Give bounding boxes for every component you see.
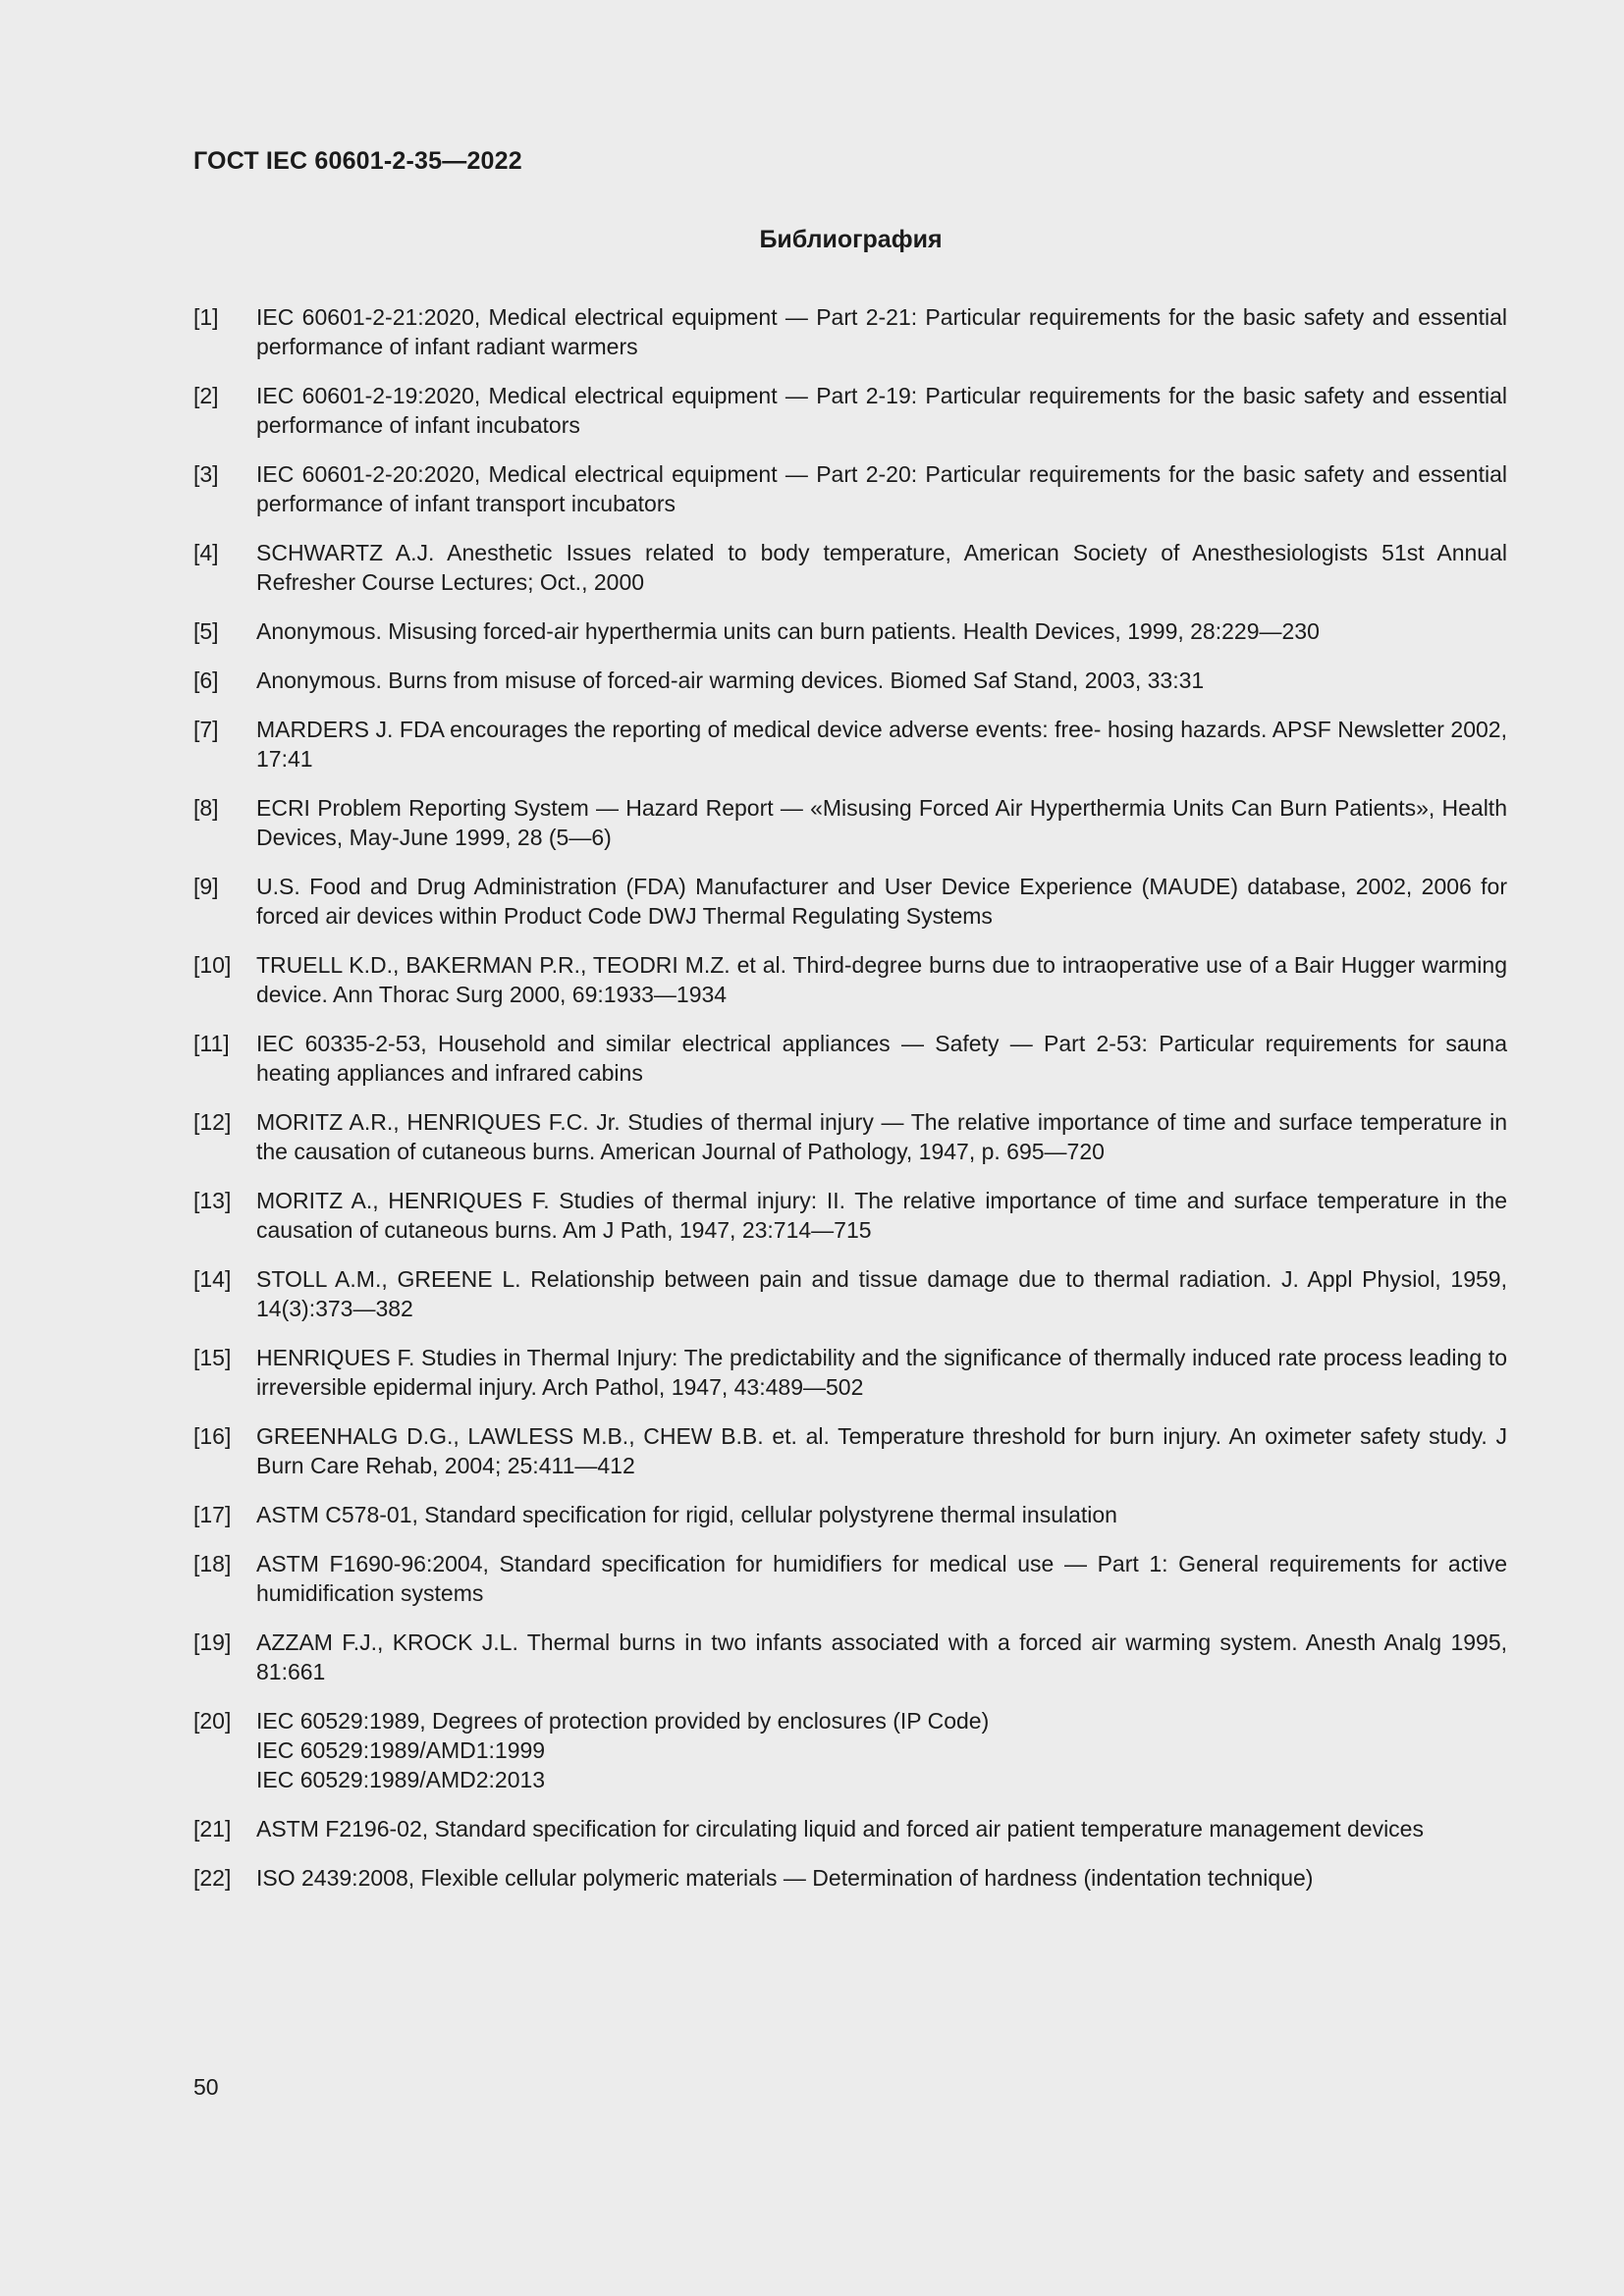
entry-text-line: ASTM F2196-02, Standard specification for circulating liquid and forced air patient temperature management devices — [256, 1816, 1424, 1842]
entry-text-line: IEC 60529:1989/AMD1:1999 — [256, 1737, 546, 1763]
entry-text — [256, 1264, 1507, 1323]
bibliography-entry — [193, 950, 1507, 1009]
entry-number: [8] — [193, 795, 219, 821]
bibliography-entry — [193, 1029, 1507, 1088]
bibliography-entry — [193, 1628, 1507, 1686]
entry-number: [12] — [193, 1109, 232, 1135]
entry-number: [14] — [193, 1266, 232, 1292]
bibliography-entry — [193, 872, 1507, 931]
entry-number: [16] — [193, 1423, 232, 1449]
bibliography-entry — [193, 381, 1507, 440]
entry-number: [5] — [193, 618, 219, 644]
entry-text-line: Anonymous. Misusing forced-air hyperthermia units can burn patients. Health Devices, 1999, 28:229—230 — [256, 618, 1320, 644]
bibliography-entry — [193, 1343, 1507, 1402]
bibliography-entry — [193, 715, 1507, 774]
entry-number: [11] — [193, 1031, 230, 1056]
bibliography-entry — [193, 1421, 1507, 1480]
entry-number: [13] — [193, 1188, 232, 1213]
entry-text-line: STOLL A.M., GREENE L. Relationship between pain and tissue damage due to thermal radiation. J. Appl Physiol, 1959, 14(3):373—382 — [256, 1266, 1507, 1321]
entry-text — [256, 302, 1507, 361]
entry-text — [256, 1500, 1507, 1529]
section-title: Библиография — [759, 226, 943, 253]
entry-text — [256, 1549, 1507, 1608]
entry-text-line: MORITZ A., HENRIQUES F. Studies of thermal injury: II. The relative importance of time and surface temperature in the causation of cutaneous burns. Am J Path, 1947, 23:714—715 — [256, 1188, 1507, 1243]
bibliography-list — [193, 302, 1507, 1912]
entry-text — [256, 1029, 1507, 1088]
bibliography-entry — [193, 793, 1507, 852]
bibliography-entry — [193, 302, 1507, 361]
entry-text — [256, 715, 1507, 774]
bibliography-entry — [193, 616, 1507, 646]
bibliography-entry — [193, 1549, 1507, 1608]
bibliography-entry — [193, 1107, 1507, 1166]
bibliography-entry — [193, 1814, 1507, 1843]
entry-number: [20] — [193, 1708, 232, 1734]
entry-text-line: Anonymous. Burns from misuse of forced-air warming devices. Biomed Saf Stand, 2003, 33:31 — [256, 667, 1205, 693]
entry-text-line: IEC 60601-2-21:2020, Medical electrical equipment — Part 2-21: Particular requirements for the basic safety and essential performance of infant radiant warmers — [256, 304, 1507, 359]
entry-text — [256, 1343, 1507, 1402]
standard-header: ГОСТ IEC 60601-2-35—2022 — [193, 147, 522, 175]
entry-text-line: IEC 60335-2-53, Household and similar electrical appliances — Safety — Part 2-53: Particular requirements for sauna heating appliances and infrared cabins — [256, 1031, 1507, 1086]
entry-text-line: IEC 60529:1989, Degrees of protection provided by enclosures (IP Code) — [256, 1708, 990, 1734]
entry-text-line: GREENHALG D.G., LAWLESS M.B., CHEW B.B. et. al. Temperature threshold for burn injury. An oximeter safety study. J Burn Care Rehab, 2004; 25:411—412 — [256, 1423, 1507, 1478]
entry-text — [256, 1706, 1507, 1794]
entry-text-line: ECRI Problem Reporting System — Hazard Report — «Misusing Forced Air Hyperthermia Units Can Burn Patients», Health Devices, May-June 1999, 28 (5—6) — [256, 795, 1507, 850]
entry-text-line: HENRIQUES F. Studies in Thermal Injury: The predictability and the significance of thermally induced rate process leading to irreversible epidermal injury. Arch Pathol, 1947, 43:489—502 — [256, 1345, 1507, 1400]
bibliography-entry — [193, 1500, 1507, 1529]
entry-number: [7] — [193, 717, 219, 742]
entry-text — [256, 381, 1507, 440]
entry-number: [1] — [193, 304, 219, 330]
entry-number: [4] — [193, 540, 219, 565]
entry-text — [256, 1186, 1507, 1245]
entry-text — [256, 538, 1507, 597]
bibliography-entry — [193, 666, 1507, 695]
entry-text-line: IEC 60601-2-20:2020, Medical electrical equipment — Part 2-20: Particular requirements for the basic safety and essential performance of infant transport incubators — [256, 461, 1507, 516]
bibliography-entry — [193, 1264, 1507, 1323]
entry-text-line: ISO 2439:2008, Flexible cellular polymeric materials — Determination of hardness (indentation technique) — [256, 1865, 1314, 1891]
entry-text-line: TRUELL K.D., BAKERMAN P.R., TEODRI M.Z. et al. Third-degree burns due to intraoperative use of a Bair Hugger warming device. Ann Thorac Surg 2000, 69:1933—1934 — [256, 952, 1507, 1007]
page-number: 50 — [193, 2074, 219, 2100]
entry-text — [256, 872, 1507, 931]
entry-text — [256, 459, 1507, 518]
bibliography-entry — [193, 538, 1507, 597]
entry-number: [10] — [193, 952, 232, 978]
entry-text-line: MORITZ A.R., HENRIQUES F.C. Jr. Studies of thermal injury — The relative importance of time and surface temperature in the causation of cutaneous burns. American Journal of Pathology, 1947, p. 695—720 — [256, 1109, 1507, 1164]
entry-text-line: AZZAM F.J., KROCK J.L. Thermal burns in two infants associated with a forced air warming system. Anesth Analg 1995, 81:661 — [256, 1629, 1507, 1684]
entry-text — [256, 1814, 1507, 1843]
entry-text-line: ASTM F1690-96:2004, Standard specification for humidifiers for medical use — Part 1: General requirements for active humidification systems — [256, 1551, 1507, 1606]
entry-text-line: MARDERS J. FDA encourages the reporting of medical device adverse events: free- hosing hazards. APSF Newsletter 2002, 17:41 — [256, 717, 1507, 772]
entry-number: [9] — [193, 874, 219, 899]
entry-text — [256, 616, 1507, 646]
entry-text — [256, 950, 1507, 1009]
entry-number: [18] — [193, 1551, 232, 1576]
entry-text — [256, 1107, 1507, 1166]
entry-number: [6] — [193, 667, 219, 693]
bibliography-entry — [193, 1186, 1507, 1245]
entry-text-line: SCHWARTZ A.J. Anesthetic Issues related to body temperature, American Society of Anesthesiologists 51st Annual Refresher Course Lectures; Oct., 2000 — [256, 540, 1507, 595]
entry-text-line: IEC 60601-2-19:2020, Medical electrical equipment — Part 2-19: Particular requirements for the basic safety and essential performance of infant incubators — [256, 383, 1507, 438]
entry-text-line: ASTM C578-01, Standard specification for rigid, cellular polystyrene thermal insulation — [256, 1502, 1117, 1527]
entry-number: [2] — [193, 383, 219, 408]
entry-number: [22] — [193, 1865, 232, 1891]
entry-text — [256, 1863, 1507, 1893]
entry-number: [17] — [193, 1502, 232, 1527]
entry-number: [3] — [193, 461, 219, 487]
entry-text — [256, 1421, 1507, 1480]
entry-text-line: U.S. Food and Drug Administration (FDA) Manufacturer and User Device Experience (MAUDE) database, 2002, 2006 for forced air devices within Product Code DWJ Thermal Regulating Systems — [256, 874, 1507, 929]
entry-number: [19] — [193, 1629, 232, 1655]
entry-text — [256, 666, 1507, 695]
bibliography-entry — [193, 1706, 1507, 1794]
entry-text — [256, 793, 1507, 852]
entry-text-line: IEC 60529:1989/AMD2:2013 — [256, 1767, 546, 1792]
entry-text — [256, 1628, 1507, 1686]
entry-number: [15] — [193, 1345, 232, 1370]
entry-number: [21] — [193, 1816, 232, 1842]
bibliography-entry — [193, 459, 1507, 518]
bibliography-entry — [193, 1863, 1507, 1893]
